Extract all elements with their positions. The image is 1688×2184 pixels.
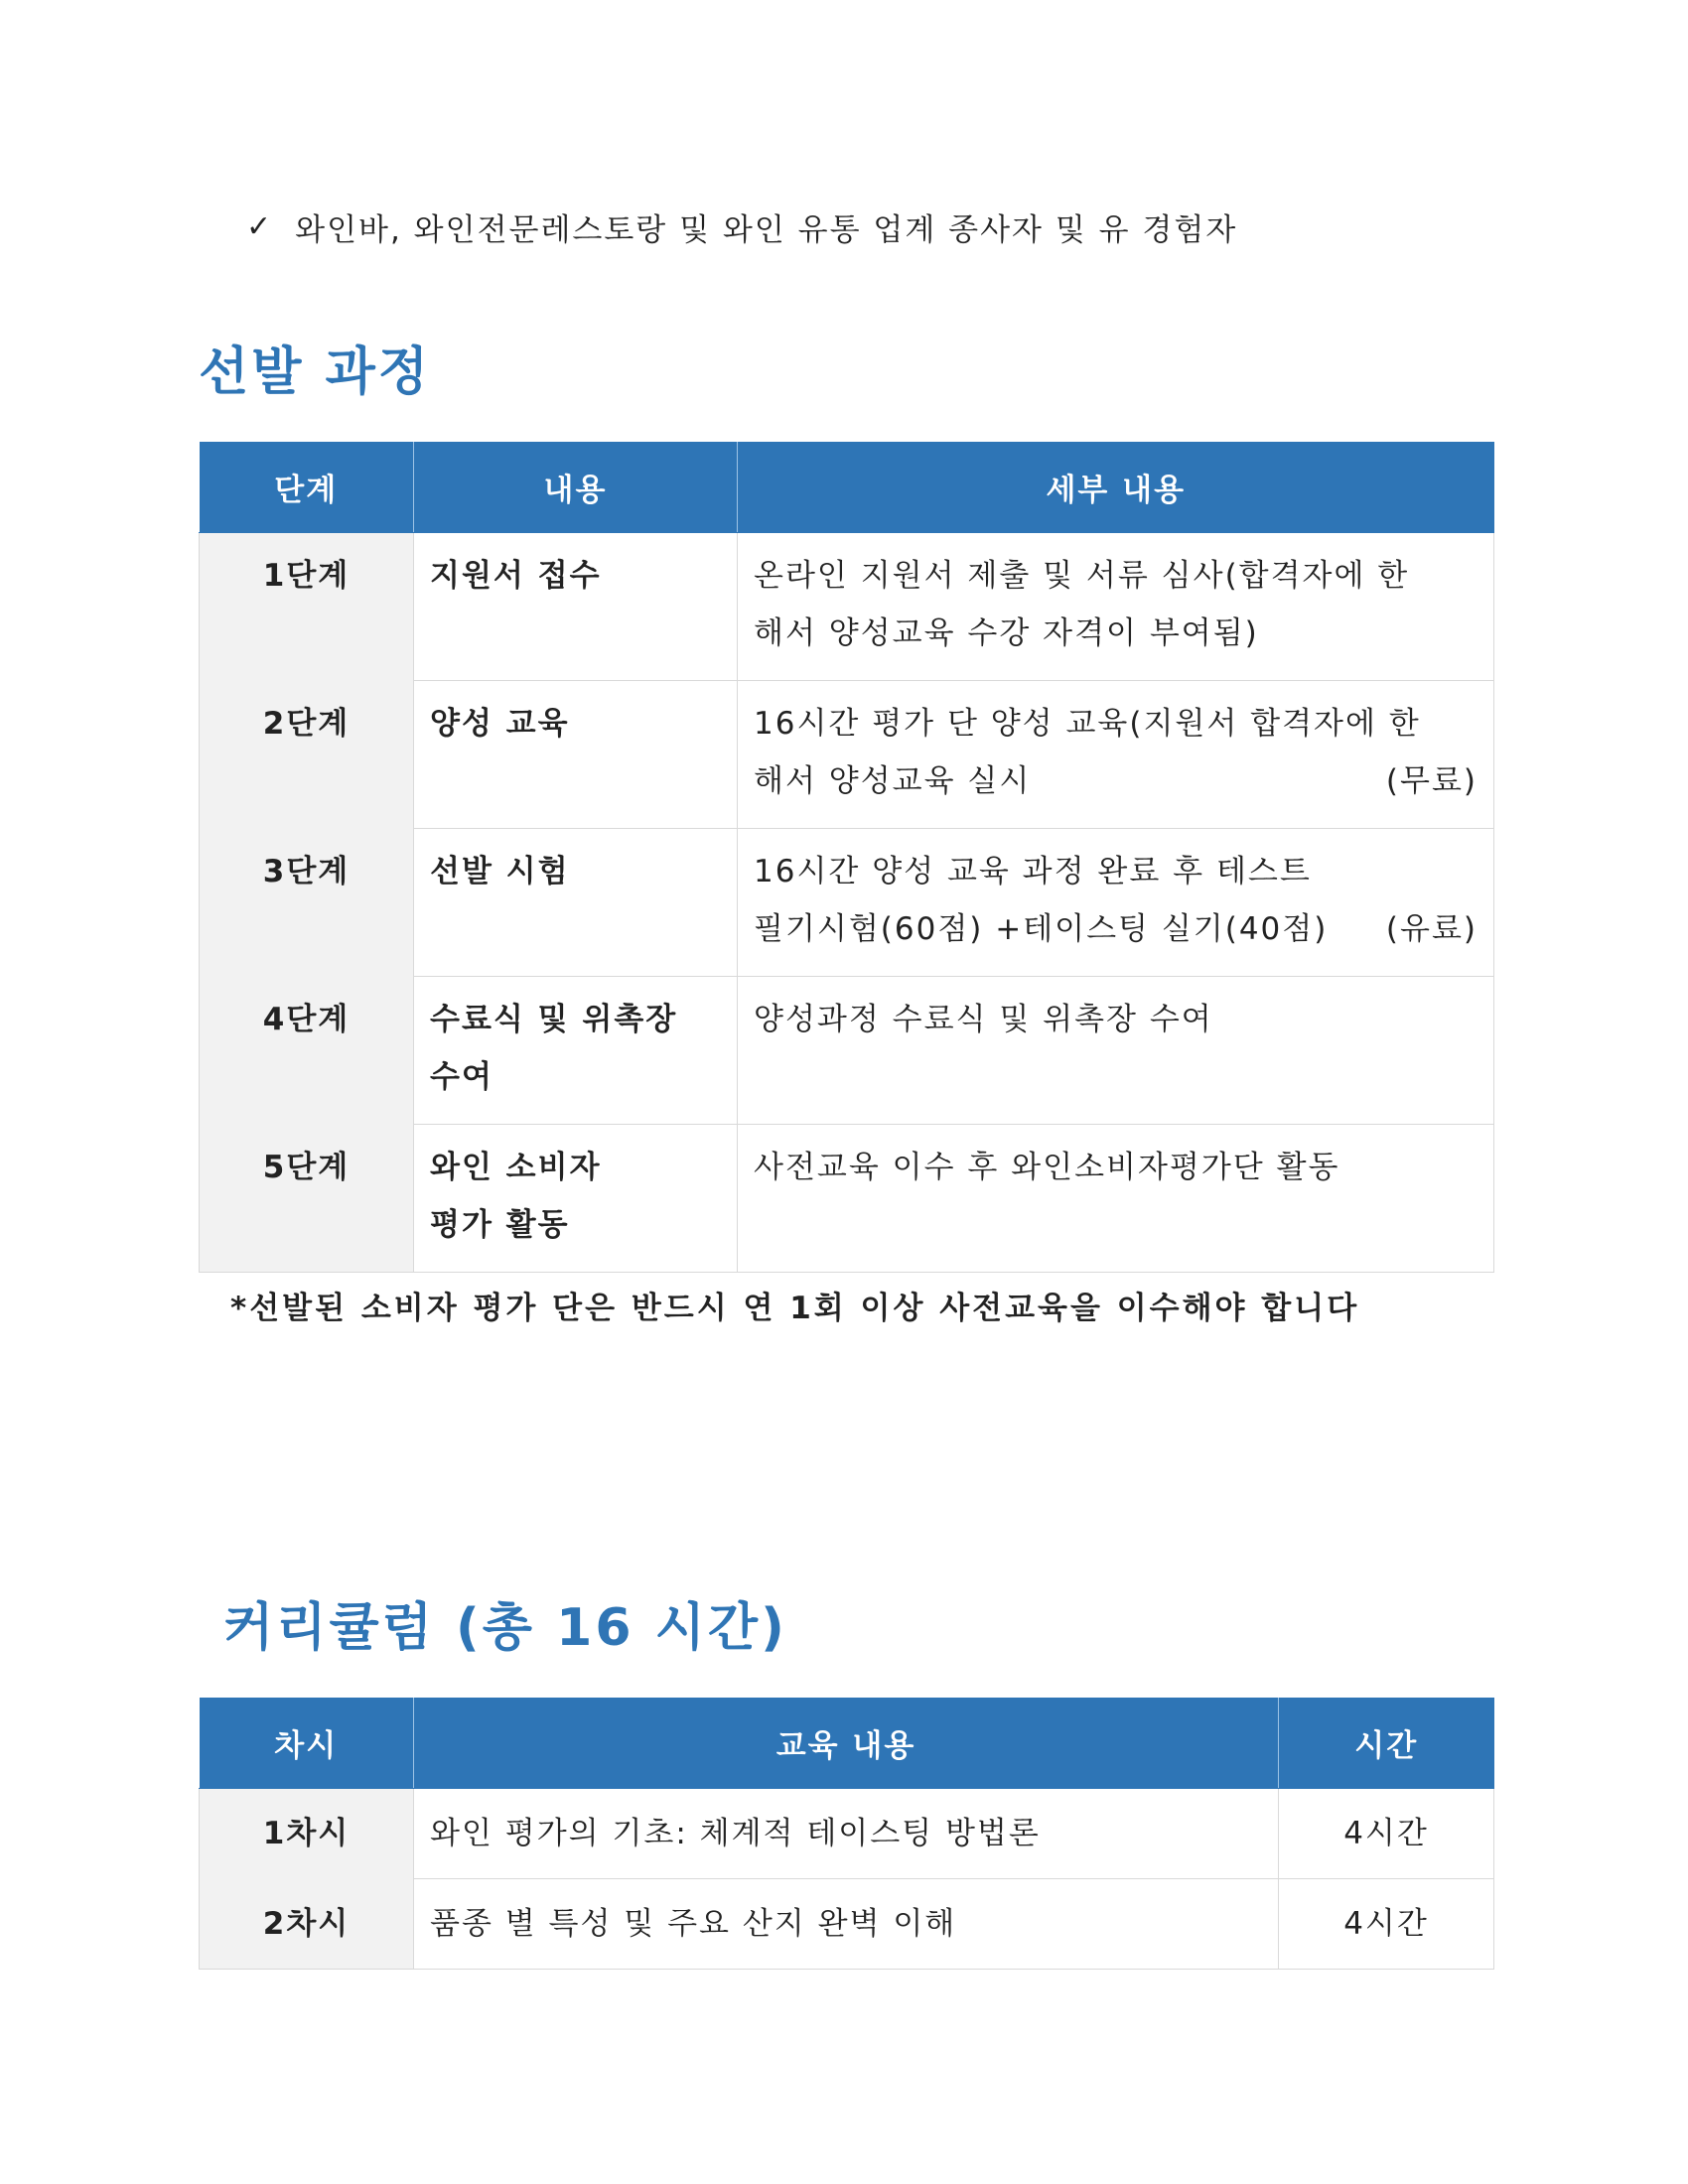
- content-line: 평가 활동: [430, 1207, 570, 1243]
- curriculum-header-row: [200, 1698, 1494, 1789]
- content-line: 선발 시험: [430, 854, 570, 889]
- detail-text: 필기시험(60점) +테이스팅 실기(40점): [754, 911, 1329, 947]
- table-row: [200, 829, 1494, 977]
- table-row: [200, 681, 1494, 829]
- education-content-cell: 품종 별 특성 및 주요 산지 완벽 이해: [414, 1879, 1279, 1970]
- content-line: 수료식 및 위촉장: [430, 1002, 678, 1037]
- header-session: 차시: [200, 1698, 414, 1789]
- selection-title: 선발 과정: [199, 342, 432, 402]
- detail-line: [754, 843, 1477, 900]
- content-cell: [414, 681, 738, 829]
- detail-text: 16시간 평가 단 양성 교육(지원서 합격자에 한: [754, 706, 1421, 742]
- detail-text: 해서 양성교육 실시: [754, 763, 1032, 799]
- header-content: 내용: [414, 442, 738, 533]
- header-hours: 시간: [1279, 1698, 1494, 1789]
- stage-cell: 2단계: [200, 681, 414, 829]
- table-row: [200, 977, 1494, 1125]
- session-cell: 1차시: [200, 1789, 414, 1879]
- detail-text: 사전교육 이수 후 와인소비자평가단 활동: [754, 1150, 1340, 1185]
- detail-line: [754, 752, 1477, 810]
- content-line: 수여: [430, 1059, 493, 1095]
- stage-cell: 1단계: [200, 533, 414, 681]
- hours-cell: 4시간: [1279, 1789, 1494, 1879]
- hours-cell: 4시간: [1279, 1879, 1494, 1970]
- detail-text: 16시간 양성 교육 과정 완료 후 테스트: [754, 854, 1312, 889]
- detail-cell: [738, 829, 1494, 977]
- table-row: [200, 1879, 1494, 1970]
- table-row: [200, 1789, 1494, 1879]
- selection-header-row: [200, 442, 1494, 533]
- content-line: 와인 소비자: [430, 1150, 602, 1185]
- header-education-content: 교육 내용: [414, 1698, 1279, 1789]
- eligibility-text: 와인바, 와인전문레스토랑 및 와인 유통 업계 종사자 및 유 경험자: [295, 212, 1238, 248]
- detail-text: (유료): [1385, 911, 1477, 947]
- session-cell: 2차시: [200, 1879, 414, 1970]
- detail-line: [754, 991, 1477, 1048]
- selection-note: *선발된 소비자 평가 단은 반드시 연 1회 이상 사전교육을 이수해야 합니다: [230, 1291, 1360, 1326]
- stage-cell: 5단계: [200, 1125, 414, 1273]
- table-row: [200, 533, 1494, 681]
- content-line: 지원서 접수: [430, 558, 602, 594]
- detail-cell: [738, 681, 1494, 829]
- detail-line: [754, 605, 1477, 662]
- selection-table: [199, 442, 1494, 1273]
- detail-line: [754, 547, 1477, 605]
- content-cell: [414, 977, 738, 1125]
- detail-cell: [738, 1125, 1494, 1273]
- stage-cell: 4단계: [200, 977, 414, 1125]
- curriculum-table: [199, 1698, 1494, 1970]
- education-content-cell: 와인 평가의 기초: 체계적 테이스팅 방법론: [414, 1789, 1279, 1879]
- table-row: [200, 1125, 1494, 1273]
- detail-cell: [738, 533, 1494, 681]
- header-stage: 단계: [200, 442, 414, 533]
- detail-text: 해서 양성교육 수강 자격이 부여됨): [754, 615, 1259, 651]
- header-detail: 세부 내용: [738, 442, 1494, 533]
- curriculum-title: 커리큘럼 (총 16 시간): [223, 1598, 787, 1658]
- checkmark-icon: ✓: [246, 209, 274, 244]
- detail-text: 양성과정 수료식 및 위촉장 수여: [754, 1002, 1213, 1037]
- detail-line: [754, 695, 1477, 752]
- detail-line: [754, 900, 1477, 958]
- content-cell: [414, 1125, 738, 1273]
- content-line: 양성 교육: [430, 706, 570, 742]
- stage-cell: 3단계: [200, 829, 414, 977]
- detail-cell: [738, 977, 1494, 1125]
- content-cell: [414, 533, 738, 681]
- content-cell: [414, 829, 738, 977]
- detail-line: [754, 1139, 1477, 1196]
- detail-text: 온라인 지원서 제출 및 서류 심사(합격자에 한: [754, 558, 1410, 594]
- eligibility-item: [246, 205, 1237, 249]
- detail-text: (무료): [1385, 763, 1477, 799]
